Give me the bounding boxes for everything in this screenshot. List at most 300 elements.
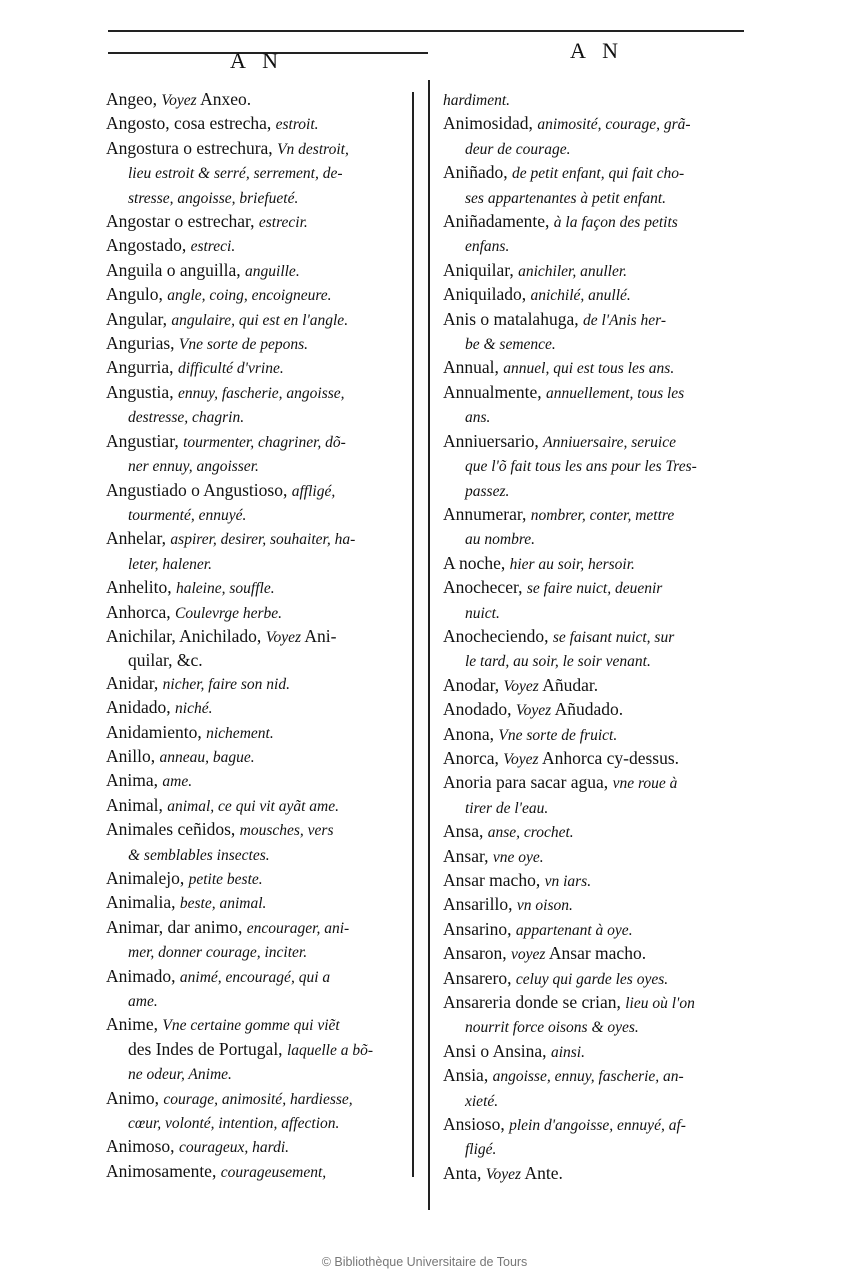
dictionary-entry	[106, 696, 406, 720]
entry-line	[106, 867, 406, 891]
translation: estrecir.	[258, 214, 308, 232]
headword: Angostado,	[106, 235, 191, 256]
translation: nourrit force oisons & oyes.	[465, 1019, 639, 1037]
dictionary-entry	[106, 137, 406, 210]
headword: Animado,	[106, 965, 180, 986]
entry-line	[443, 747, 753, 771]
entry-line	[443, 552, 753, 576]
entry-line	[106, 381, 406, 405]
translation: enfans.	[465, 238, 510, 256]
right-column	[443, 88, 753, 1186]
translation: Vn destroit,	[277, 140, 349, 158]
entry-line	[443, 1113, 753, 1137]
entry-line	[106, 672, 406, 696]
entry-line	[443, 503, 753, 527]
dictionary-entry	[443, 503, 753, 552]
headword: Animosidad,	[443, 113, 538, 134]
translation: angoisse, ennuy, fascherie, an-	[492, 1068, 684, 1086]
entry-line	[443, 430, 753, 454]
headword: quilar, &c.	[128, 650, 203, 671]
entry-line	[443, 479, 753, 503]
dictionary-entry	[106, 527, 406, 576]
dictionary-entry	[106, 283, 406, 307]
dictionary-entry	[443, 820, 753, 844]
dictionary-entry	[106, 234, 406, 258]
entry-line	[106, 745, 406, 769]
entry-line	[106, 137, 406, 161]
headword: Aniñado,	[443, 162, 513, 183]
entry-line	[106, 283, 406, 307]
dictionary-entry	[443, 210, 753, 259]
headword: Animar, dar animo,	[106, 916, 247, 937]
translation: annuel, qui est tous les ans.	[503, 360, 675, 378]
translation: Voyez	[515, 702, 552, 720]
entry-line	[443, 576, 753, 600]
column-divider	[412, 92, 414, 1177]
headword: Ansareria donde se crian,	[443, 992, 626, 1013]
headword: Anichilar, Anichilado,	[106, 625, 266, 646]
translation: de l'Anis her-	[582, 311, 667, 329]
dictionary-entry	[106, 332, 406, 356]
column-divider	[428, 80, 430, 1210]
entry-line	[106, 356, 406, 380]
translation: Voyez	[485, 1165, 522, 1183]
entry-text: Ani-	[300, 625, 337, 646]
dictionary-entry	[106, 88, 406, 112]
entry-line	[106, 965, 406, 989]
translation: vne oye.	[492, 848, 544, 866]
translation: tourmenter, chagriner, dõ-	[183, 433, 346, 451]
headword: Anocheciendo,	[443, 625, 553, 646]
translation: mousches, vers	[239, 822, 334, 840]
translation: haleine, souffle.	[176, 580, 275, 598]
dictionary-entry	[443, 698, 753, 722]
translation: estreci.	[190, 238, 236, 256]
entry-line	[106, 527, 406, 551]
translation: courageusement,	[220, 1163, 327, 1181]
entry-line	[106, 308, 406, 332]
translation: plein d'angoisse, ennuyé, af-	[509, 1117, 686, 1135]
entry-line	[106, 843, 406, 867]
dictionary-entry	[106, 1087, 406, 1136]
entry-line	[106, 818, 406, 842]
entry-line	[443, 161, 753, 185]
headword: Angeo,	[106, 89, 162, 109]
dictionary-entry	[106, 867, 406, 891]
translation: destresse, chagrin.	[128, 409, 245, 427]
translation: Vne sorte de fruict.	[498, 726, 618, 744]
translation: lieu estroit & serré, serrement, de-	[128, 165, 343, 183]
translation: vn oison.	[516, 897, 573, 915]
headword: Anhelar,	[106, 528, 171, 549]
translation: appartenant à oye.	[515, 921, 633, 939]
entry-line	[106, 479, 406, 503]
dictionary-entry	[106, 381, 406, 430]
entry-line	[443, 1015, 753, 1039]
entry-line	[443, 674, 753, 698]
entry-line	[443, 893, 753, 917]
entry-line	[443, 698, 753, 722]
entry-line	[443, 820, 753, 844]
headword: des Indes de Portugal,	[128, 1038, 287, 1059]
headword: Anodado,	[443, 699, 516, 720]
entry-line	[443, 1089, 753, 1113]
dictionary-entry	[443, 771, 753, 820]
dictionary-entry	[443, 259, 753, 283]
entry-line	[106, 259, 406, 283]
translation: petite beste.	[188, 871, 263, 888]
headword: Ansioso,	[443, 1114, 510, 1135]
translation: affligé,	[291, 482, 336, 500]
translation: deur de courage.	[465, 140, 571, 158]
headword: Anoria para sacar agua,	[443, 772, 613, 793]
dictionary-entry	[443, 918, 753, 942]
dictionary-entry	[443, 625, 753, 674]
dictionary-entry	[443, 356, 753, 380]
translation: lieu où l'on	[625, 995, 695, 1013]
headword: Angustia,	[106, 381, 178, 402]
entry-line	[106, 161, 406, 185]
translation: ame.	[128, 993, 158, 1011]
translation: se faisant nuict, sur	[552, 628, 675, 646]
translation: ner ennuy, angoisser.	[128, 458, 259, 476]
entry-line	[106, 891, 406, 915]
entry-line	[443, 332, 753, 356]
translation: anichilé, anullé.	[530, 287, 631, 305]
translation: anneau, bague.	[159, 748, 255, 766]
dictionary-entry	[443, 845, 753, 869]
entry-line	[106, 1135, 406, 1159]
entry-line	[106, 1013, 406, 1037]
entry-line	[106, 649, 406, 671]
translation: Voyez	[265, 628, 301, 646]
headword: Angostura o estrechura,	[106, 137, 278, 158]
translation: nombrer, conter, mettre	[530, 506, 675, 524]
dictionary-entry	[106, 479, 406, 528]
translation: annuellement, tous les	[546, 384, 685, 402]
translation: leter, halener.	[128, 555, 212, 573]
dictionary-entry	[106, 308, 406, 332]
dictionary-entry	[443, 112, 753, 161]
translation: nichement.	[206, 724, 274, 742]
translation: fligé.	[465, 1141, 497, 1159]
dictionary-entry	[106, 916, 406, 965]
translation: se faire nuict, deuenir	[526, 580, 663, 598]
headword: Animales ceñidos,	[106, 819, 240, 840]
entry-line	[106, 940, 406, 964]
translation: anse, crochet.	[487, 824, 574, 842]
headword: Angostar o estrechar,	[106, 211, 259, 232]
entry-line	[106, 625, 406, 649]
entry-line	[106, 454, 406, 478]
headword: Aniquilar,	[443, 259, 519, 280]
entry-line	[443, 649, 753, 673]
translation: & semblables insectes.	[128, 846, 270, 864]
translation: passez.	[465, 482, 510, 500]
headword: Anona,	[443, 723, 499, 744]
dictionary-entry	[443, 747, 753, 771]
translation: laquelle a bõ-	[286, 1041, 374, 1059]
entry-line	[443, 942, 753, 966]
translation: ses appartenantes à petit enfant.	[465, 189, 667, 207]
headword: A noche,	[443, 552, 510, 573]
entry-line	[106, 576, 406, 600]
headword: Angurria,	[106, 357, 178, 378]
dictionary-entry	[106, 672, 406, 696]
entry-line	[443, 991, 753, 1015]
entry-line	[106, 696, 406, 720]
entry-text: Ansar macho.	[545, 943, 647, 964]
entry-line	[443, 796, 753, 820]
entry-line	[443, 454, 753, 478]
running-head-right: A N	[570, 38, 625, 63]
headword: Anidamiento,	[106, 721, 207, 742]
dictionary-entry	[106, 769, 406, 793]
entry-line	[106, 601, 406, 625]
dictionary-entry	[106, 356, 406, 380]
entry-line	[443, 601, 753, 625]
entry-line	[106, 1087, 406, 1111]
headword: Ansarero,	[443, 967, 516, 988]
entry-line	[443, 869, 753, 893]
translation: nicher, faire son nid.	[162, 675, 290, 693]
translation: encourager, ani-	[246, 919, 350, 937]
translation: hardiment.	[443, 92, 511, 109]
headword: Anidado,	[106, 697, 176, 718]
translation: stresse, angoisse, briefueté.	[128, 189, 299, 207]
headword: Angurias,	[106, 333, 179, 354]
headword: Aniquilado,	[443, 284, 531, 305]
translation: Vne sorte de pepons.	[178, 336, 309, 354]
entry-line	[106, 916, 406, 940]
headword: Animalia,	[106, 892, 180, 913]
entry-text: Anxeo.	[196, 89, 252, 109]
dictionary-entry	[443, 88, 753, 112]
dictionary-entry	[443, 552, 753, 576]
translation: le tard, au soir, le soir venant.	[465, 653, 651, 671]
header-rule	[108, 30, 744, 64]
translation: nuict.	[465, 604, 500, 622]
translation: de petit enfant, qui fait cho-	[512, 165, 685, 183]
dictionary-entry	[443, 381, 753, 430]
translation: Voyez	[503, 750, 539, 768]
translation: angulaire, qui est en l'angle.	[171, 311, 349, 329]
dictionary-entry	[443, 1064, 753, 1113]
translation: courage, animosité, hardiesse,	[163, 1090, 353, 1108]
translation: que l'õ fait tous les ans pour les Tres-	[465, 458, 697, 476]
headword: Angosto, cosa estrecha,	[106, 113, 276, 134]
headword: Anillo,	[106, 745, 160, 766]
headword: Animalejo,	[106, 868, 189, 888]
translation: ans.	[465, 409, 491, 427]
entry-line	[443, 381, 753, 405]
headword: Animoso,	[106, 1136, 179, 1157]
headword: Annualmente,	[443, 381, 547, 402]
translation: tirer de l'eau.	[465, 799, 549, 817]
dictionary-entry	[106, 721, 406, 745]
entry-line	[106, 552, 406, 576]
entry-line	[443, 723, 753, 747]
dictionary-entry	[106, 965, 406, 1014]
headword: Anime,	[106, 1014, 163, 1035]
translation: celuy qui garde les oyes.	[515, 970, 669, 988]
headword: Anodar,	[443, 674, 504, 695]
dictionary-entry	[443, 1113, 753, 1162]
headword: Anis o matalahuga,	[443, 308, 583, 329]
left-column	[106, 88, 406, 1184]
translation: ne odeur, Anime.	[128, 1066, 232, 1084]
translation: niché.	[175, 700, 213, 718]
entry-line	[106, 186, 406, 210]
entry-line	[443, 186, 753, 210]
translation: Vne certaine gomme qui viẽt	[162, 1017, 340, 1035]
entry-line	[106, 332, 406, 356]
headword: Aniñadamente,	[443, 211, 554, 232]
entry-text: Añudar.	[538, 674, 599, 695]
translation: beste, animal.	[179, 895, 267, 913]
entry-line	[443, 771, 753, 795]
dictionary-entry	[443, 430, 753, 503]
headword: Anguila o anguilla,	[106, 259, 246, 280]
headword: Anhorca,	[106, 601, 176, 622]
translation: voyez	[511, 946, 546, 964]
translation: hier au soir, hersoir.	[509, 555, 635, 573]
translation: Voyez	[503, 677, 539, 695]
translation: animé, encouragé, qui a	[179, 968, 331, 986]
dictionary-entry	[443, 674, 753, 698]
headword: Ansarillo,	[443, 894, 517, 915]
dictionary-entry	[106, 430, 406, 479]
entry-line	[443, 259, 753, 283]
translation: mer, donner courage, inciter.	[128, 944, 308, 962]
translation: animosité, courage, grã-	[537, 116, 691, 134]
translation: ame.	[162, 773, 193, 791]
dictionary-entry	[443, 723, 753, 747]
headword: Annumerar,	[443, 503, 531, 524]
entry-text: Anhorca cy-dessus.	[538, 747, 680, 768]
entry-line	[443, 308, 753, 332]
headword: Animal,	[106, 794, 168, 815]
translation: anichiler, anuller.	[518, 262, 628, 280]
dictionary-entry	[106, 891, 406, 915]
translation: aspirer, desirer, souhaiter, ha-	[170, 531, 356, 549]
translation: Voyez	[161, 92, 197, 109]
dictionary-entry	[443, 942, 753, 966]
translation: angle, coing, encoigneure.	[167, 287, 332, 305]
translation: cœur, volonté, intention, affection.	[128, 1115, 340, 1133]
entry-line	[106, 88, 406, 112]
dictionary-entry	[106, 1160, 406, 1184]
entry-line	[106, 405, 406, 429]
entry-line	[106, 430, 406, 454]
entry-text: Añudado.	[551, 699, 624, 720]
translation: ennuy, fascherie, angoisse,	[177, 384, 345, 402]
entry-line	[443, 1064, 753, 1088]
headword: Animo,	[106, 1087, 164, 1108]
dictionary-entry	[443, 1040, 753, 1064]
dictionary-entry	[443, 161, 753, 210]
headword: Anidar,	[106, 672, 163, 693]
translation: Anniuersaire, seruice	[543, 433, 676, 451]
dictionary-entry	[106, 210, 406, 234]
translation: xieté.	[465, 1092, 499, 1110]
headword: Anniuersario,	[443, 430, 544, 451]
headword: Ansa,	[443, 821, 488, 842]
translation: difficulté d'vrine.	[177, 360, 284, 378]
translation: à la façon des petits	[553, 214, 678, 232]
entry-line	[106, 794, 406, 818]
entry-line	[443, 625, 753, 649]
translation: animal, ce qui vit ayãt ame.	[167, 797, 339, 815]
dictionary-entry	[106, 625, 406, 672]
dictionary-entry	[443, 991, 753, 1040]
dictionary-entry	[106, 576, 406, 600]
entry-line	[106, 503, 406, 527]
dictionary-entry	[443, 576, 753, 625]
dictionary-entry	[106, 818, 406, 867]
dictionary-entry	[106, 1135, 406, 1159]
dictionary-entry	[443, 893, 753, 917]
dictionary-entry	[106, 794, 406, 818]
entry-line	[106, 1111, 406, 1135]
dictionary-entry	[443, 869, 753, 893]
translation: tourmenté, ennuyé.	[128, 506, 247, 524]
entry-line	[443, 88, 753, 112]
entry-line	[443, 405, 753, 429]
headword: Anta,	[443, 1162, 486, 1183]
entry-line	[443, 967, 753, 991]
entry-line	[443, 234, 753, 258]
entry-line	[443, 527, 753, 551]
entry-line	[106, 1160, 406, 1184]
dictionary-entry	[443, 1162, 753, 1186]
entry-line	[443, 356, 753, 380]
entry-line	[106, 234, 406, 258]
translation: au nombre.	[465, 531, 536, 549]
entry-line	[106, 721, 406, 745]
entry-line	[443, 1040, 753, 1064]
translation: vne roue à	[612, 775, 678, 793]
dictionary-entry	[106, 745, 406, 769]
headword: Ansi o Ansina,	[443, 1040, 551, 1061]
entry-line	[106, 989, 406, 1013]
headword: Angular,	[106, 308, 172, 329]
dictionary-entry	[106, 259, 406, 283]
dictionary-entry	[443, 967, 753, 991]
dictionary-entry	[443, 308, 753, 357]
headword: Anochecer,	[443, 577, 527, 598]
translation: vn iars.	[544, 873, 592, 890]
headword: Anorca,	[443, 747, 504, 768]
headword: Anima,	[106, 770, 163, 791]
entry-line	[443, 210, 753, 234]
entry-line	[443, 918, 753, 942]
running-head-left: A N	[230, 48, 285, 73]
entry-line	[443, 283, 753, 307]
entry-line	[443, 1162, 753, 1186]
dictionary-entry	[106, 1013, 406, 1086]
entry-line	[106, 769, 406, 793]
headword: Ansarino,	[443, 918, 516, 939]
entry-line	[106, 1038, 406, 1062]
headword: Anhelito,	[106, 577, 176, 598]
headword: Animosamente,	[106, 1160, 221, 1181]
entry-line	[443, 137, 753, 161]
entry-line	[443, 112, 753, 136]
translation: anguille.	[245, 262, 300, 280]
copyright-footer: © Bibliothèque Universitaire de Tours	[321, 1255, 528, 1269]
entry-text: Ante.	[521, 1162, 563, 1183]
